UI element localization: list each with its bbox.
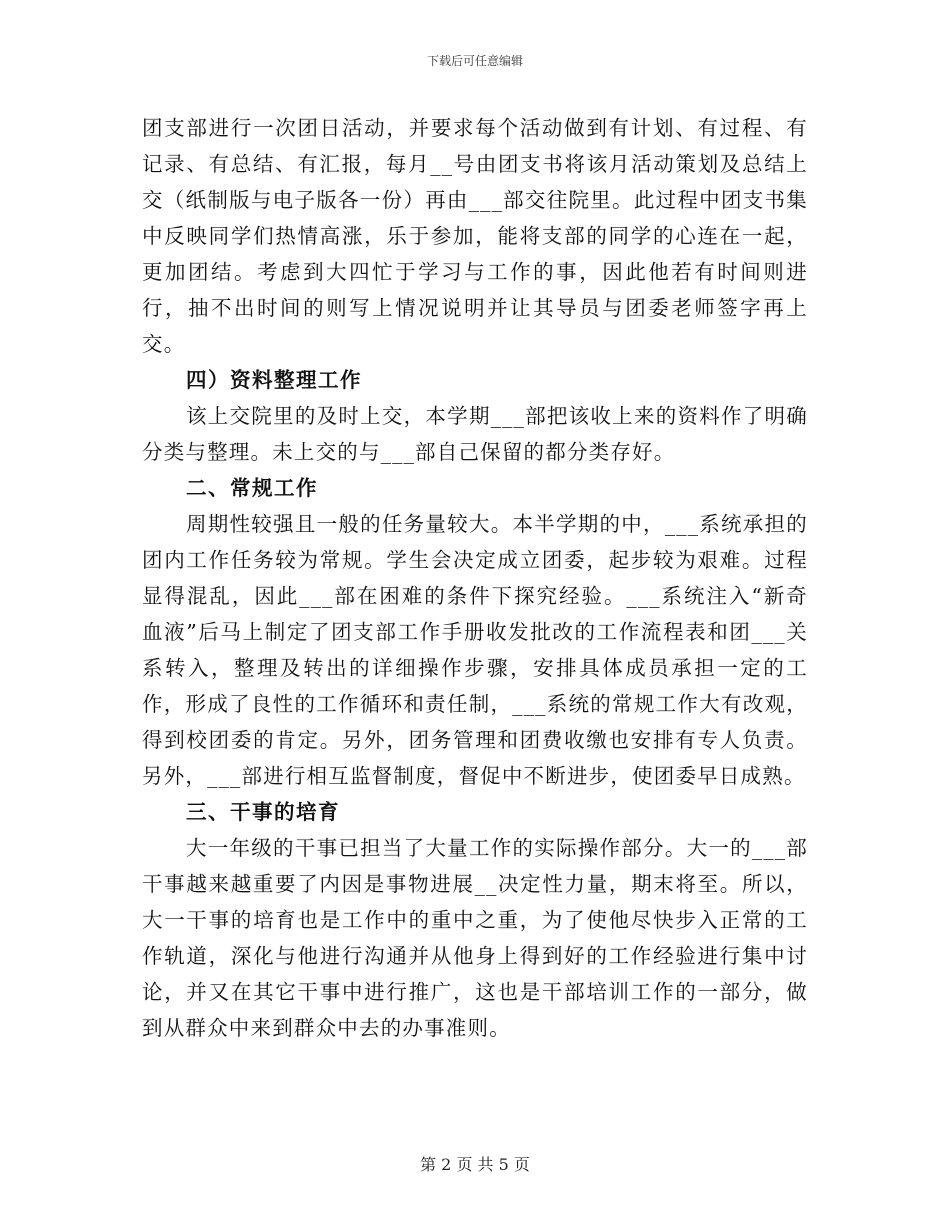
page-number: 第 2 页 共 5 页: [420, 1155, 530, 1174]
page-header: 下载后可任意编辑: [426, 54, 523, 68]
section-heading-routine-work: 二、常规工作: [186, 476, 318, 500]
section-heading-materials: 四）资料整理工作: [186, 368, 362, 392]
document-body: [142, 110, 808, 1046]
paragraph-routine-work: 周期性较强且一般的任务量较大。本半学期的中，___系统承担的团内工作任务较为常规。学生会决定成立团委，起步较为艰难。过程显得混乱，因此___部在困难的条件下探究经验。___系统注入“新奇血液”后马上制定了团支部工作手册收发批改的工作流程表和团___关系转入，整理及转出的详细操作步骤，安排具体成员承担一定的工作，形成了良性的工作循环和责任制，___系统的常规工作大有改观，得到校团委的肯定。另外，团务管理和团费收缴也安排有专人负责。另外，___部进行相互监督制度，督促中不断进步，使团委早日成熟。: [142, 512, 808, 788]
section-heading-staff-training: 三、干事的培育: [186, 800, 340, 824]
paragraph-activities: 团支部进行一次团日活动，并要求每个活动做到有计划、有过程、有记录、有总结、有汇报，每月__号由团支书将该月活动策划及总结上交（纸制版与电子版各一份）再由___部交往院里。此过程中团支书集中反映同学们热情高涨，乐于参加，能将支部的同学的心连在一起，更加团结。考虑到大四忙于学习与工作的事，因此他若有时间则进行，抽不出时间的则写上情况说明并让其导员与团委老师签字再上交。: [142, 116, 808, 356]
paragraph-materials: 该上交院里的及时上交，本学期___部把该收上来的资料作了明确分类与整理。未上交的与___部自己保留的都分类存好。: [142, 404, 808, 464]
paragraph-staff-training: 大一年级的干事已担当了大量工作的实际操作部分。大一的___部干事越来越重要了内因是事物进展__决定性力量，期末将至。所以，大一干事的培育也是工作中的重中之重，为了使他尽快步入正常的工作轨道，深化与他进行沟通并从他身上得到好的工作经验进行集中讨论，并又在其它干事中进行推广，这也是干部培训工作的一部分，做到从群众中来到群众中去的办事准则。: [142, 836, 808, 1040]
